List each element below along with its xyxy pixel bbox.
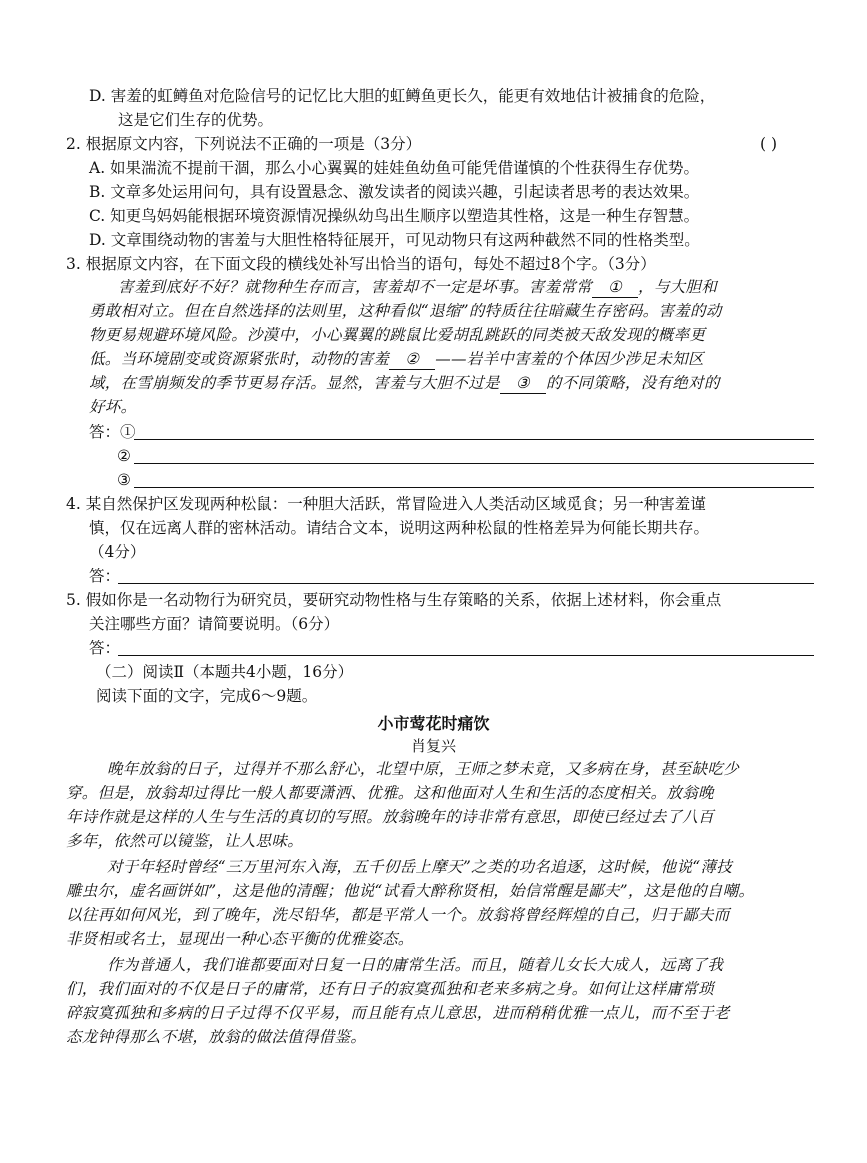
q3-passage-line3: 物更易规避环境风险。沙漠中，小心翼翼的跳鼠比爱胡乱跳跃的同类被天敌发现的概率更 [89, 326, 706, 344]
q3-answer-label-3: ③ [117, 471, 131, 489]
article-para2-line: 以往再如何风光，到了晚年，洗尽铅华，都是平常人一个。放翁将曾经辉煌的自己，归于鄙夫而 [66, 906, 730, 924]
q2-answer-bracket: ( ) [760, 135, 778, 153]
q3-stem: 3. 根据原文内容，在下面文段的横线处补写出恰当的语句，每处不超过8个字。（3分） [66, 255, 656, 273]
q1-option-d-cont: 这是它们生存的优势。 [118, 111, 274, 129]
q3-passage-line1 [118, 277, 717, 298]
q2-option-a: A. 如果湍流不提前干涸，那么小心翼翼的娃娃鱼幼鱼可能凭借谨慎的个性获得生存优势。 [89, 159, 700, 177]
q3-blank-1[interactable]: ① [592, 277, 638, 298]
q3-passage-line5 [89, 373, 720, 394]
q1-option-d: D. 害羞的虹鳟鱼对危险信号的记忆比大胆的虹鳟鱼更长久，能更有效地估计被捕食的危险， [89, 87, 716, 105]
q4-answer-label: 答： [89, 567, 121, 585]
q4-stem-line3: （4分） [89, 543, 146, 561]
q3-passage-line4 [89, 349, 704, 370]
q5-answer-label: 答： [89, 639, 121, 657]
q4-answer-line[interactable] [118, 583, 814, 584]
q3-blank-3[interactable]: ③ [500, 373, 546, 394]
article-para2-line: 雕虫尔，虚名画饼如”，这是他的清醒；他说“试看大醉称贤相，始信常醒是鄙夫”，这是他的自嘲。 [66, 882, 755, 900]
article-para1-line: 年诗作就是这样的人生与生活的真切的写照。放翁晚年的诗非常有意思，即使已经过去了八百 [66, 808, 714, 826]
article-para3-line: 碎寂寞孤独和多病的日子过得不仅平易，而且能有点儿意思，进而稍稍优雅一点儿，而不至于老 [66, 1004, 730, 1022]
q3-answer-label-1: 答：① [89, 423, 136, 441]
q3-passage-line6: 好坏。 [89, 398, 137, 416]
section-heading: （二）阅读Ⅱ（本题共4小题，16分） [96, 663, 354, 681]
q3-blank-2[interactable]: ② [389, 349, 435, 370]
q3-passage-line2: 勇敢相对立。但在自然选择的法则里，这种看似“退缩”的特质往往暗藏生存密码。害羞的动 [89, 302, 722, 320]
q5-answer-line[interactable] [118, 655, 814, 656]
article-para1-line: 穿。但是，放翁却过得比一般人都要潇洒、优雅。这和他面对人生和生活的态度相关。放翁晚 [66, 784, 714, 802]
q4-stem-line1: 4. 某自然保护区发现两种松鼠：一种胆大活跃，常冒险进入人类活动区域觅食；另一种害羞谨 [66, 495, 706, 513]
q2-option-c: C. 知更鸟妈妈能根据环境资源情况操纵幼鸟出生顺序以塑造其性格，这是一种生存智慧。 [89, 207, 700, 225]
article-para3-line: 态龙钟得那么不堪，放翁的做法值得借鉴。 [66, 1028, 367, 1046]
q5-stem-line2: 关注哪些方面？请简要说明。（6分） [89, 615, 340, 633]
article-para2-line: 对于年轻时曾经“三万里河东入海，五千仞岳上摩天”之类的功名追逐，这时候，他说“薄技 [107, 858, 733, 876]
article-para1-line: 多年，依然可以镜鉴，让人思味。 [66, 832, 304, 850]
article-title: 小市莺花时痛饮 [377, 714, 490, 733]
q4-stem-line2: 慎，仅在远离人群的密林活动。请结合文本，说明这两种松鼠的性格差异为何能长期共存。 [89, 519, 710, 537]
q3-text: 害羞到底好不好？就物种生存而言，害羞却不一定是坏事。害羞常常 [118, 278, 593, 296]
q3-answer-line-2[interactable] [134, 463, 814, 464]
article-para2-line: 非贤相或名士，显现出一种心态平衡的优雅姿态。 [66, 930, 414, 948]
q3-text: ，与大胆和 [638, 278, 718, 296]
q3-answer-line-1[interactable] [134, 439, 814, 440]
q3-text: 的不同策略，没有绝对的 [545, 374, 720, 392]
q5-stem-line1: 5. 假如你是一名动物行为研究员，要研究动物性格与生存策略的关系，依据上述材料，你会重点 [66, 591, 722, 609]
article-para3-line: 作为普通人，我们谁都要面对日复一日的庸常生活。而且，随着儿女长大成人，远离了我 [107, 956, 724, 974]
section-instruction: 阅读下面的文字，完成6～9题。 [96, 687, 318, 705]
q3-text: ——岩羊中害羞的个体因少涉足未知区 [435, 350, 704, 368]
article-para3-line: 们，我们面对的不仅是日子的庸常，还有日子的寂寞孤独和老来多病之身。如何让这样庸常琐 [66, 980, 714, 998]
q3-answer-line-3[interactable] [134, 487, 814, 488]
q3-answer-label-2: ② [117, 447, 131, 465]
q2-option-b: B. 文章多处运用问句，具有设置悬念、激发读者的阅读兴趣，引起读者思考的表达效果。 [89, 183, 700, 201]
article-author: 肖复兴 [410, 737, 456, 755]
q3-text: 低。当环境剧变或资源紧张时，动物的害羞 [89, 350, 390, 368]
q2-option-d: D. 文章围绕动物的害羞与大胆性格特征展开，可见动物只有这两种截然不同的性格类型。 [89, 231, 700, 249]
article-para1-line: 晚年放翁的日子，过得并不那么舒心，北望中原，王师之梦未竟，又多病在身，甚至缺吃少 [107, 760, 740, 778]
q2-stem: 2. 根据原文内容，下列说法不正确的一项是（3分） [66, 135, 422, 153]
q3-text: 域，在雪崩频发的季节更易存活。显然，害羞与大胆不过是 [89, 374, 500, 392]
